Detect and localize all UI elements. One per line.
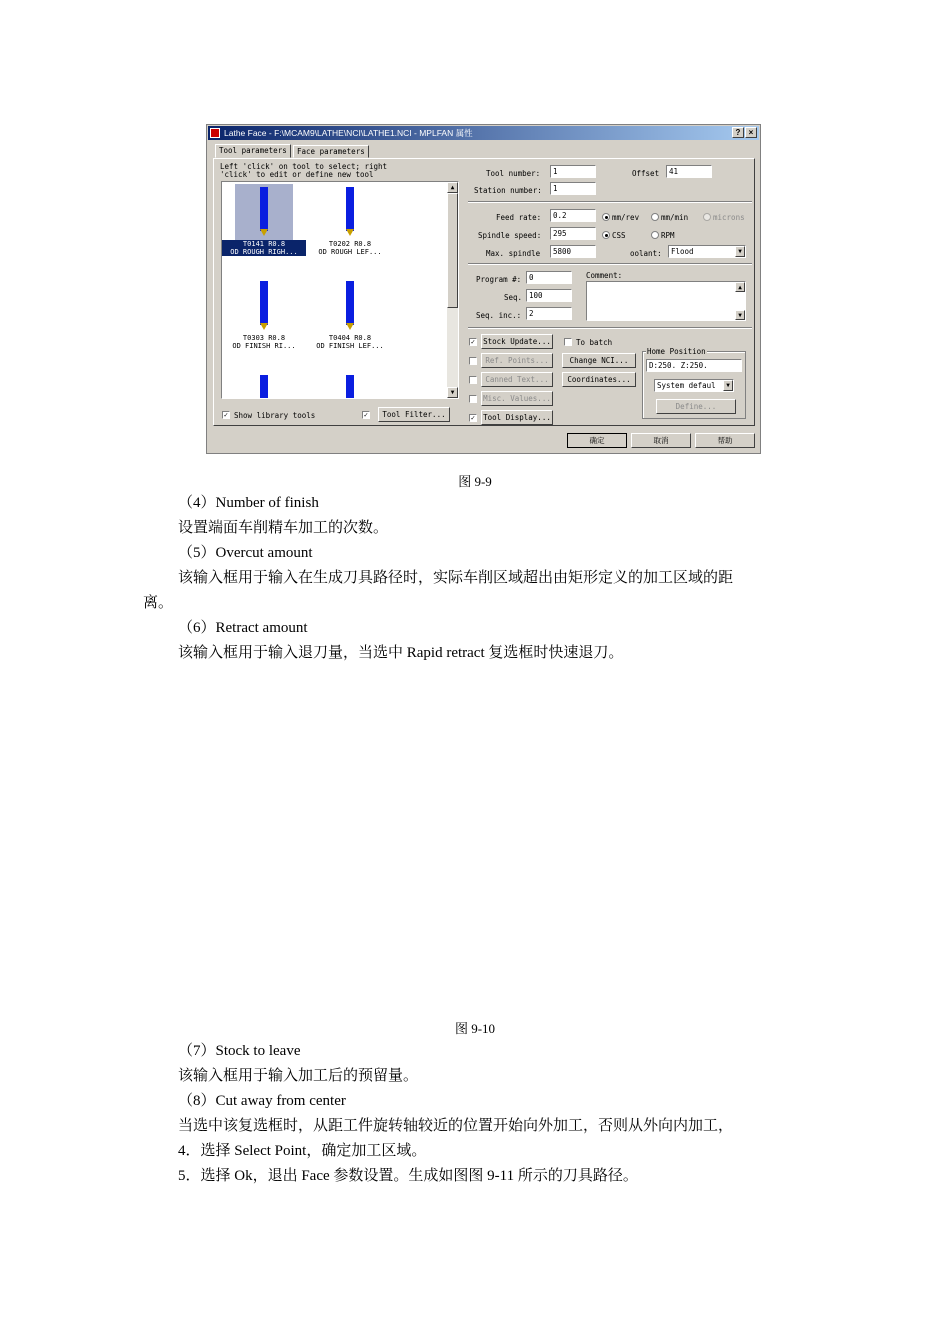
stock-update-button[interactable]: Stock Update... <box>481 334 553 349</box>
paragraph: 该输入框用于输入加工后的预留量。 <box>178 1068 419 1084</box>
figure-caption-9-9: 图 9-9 <box>458 474 492 489</box>
max-spindle-label: Max. spindle <box>486 249 541 258</box>
rpm-radio[interactable] <box>651 231 659 239</box>
home-position-label: Home Position <box>647 347 706 356</box>
scroll-up-icon[interactable]: ▲ <box>447 182 458 193</box>
feed-rate-label: Feed rate: <box>496 213 542 222</box>
tool-item[interactable] <box>308 278 392 350</box>
to-batch-checkbox[interactable] <box>564 338 572 346</box>
tool-item[interactable] <box>222 184 306 256</box>
coolant-label: oolant: <box>630 249 662 258</box>
paragraph: （5）Overcut amount <box>178 545 313 561</box>
ref-points-button[interactable]: Ref. Points... <box>481 353 553 368</box>
seq-inc-input[interactable]: 2 <box>526 307 572 320</box>
lathe-face-dialog <box>206 124 761 454</box>
paragraph: 设置端面车削精车加工的次数。 <box>178 520 389 536</box>
tab-tool-parameters[interactable]: Tool parameters <box>215 144 291 158</box>
feed-mm-rev-radio[interactable] <box>602 213 610 221</box>
tool-id: T0141 R0.8 <box>222 240 306 248</box>
turning-tool-icon <box>321 184 379 240</box>
home-mode-select[interactable] <box>654 379 734 392</box>
seq-inc-label: Seq. inc.: <box>476 311 522 320</box>
tool-parameters-panel <box>213 158 755 426</box>
scroll-down-icon[interactable]: ▼ <box>447 387 458 398</box>
tool-filter-checkbox[interactable]: ✓ <box>363 411 369 419</box>
tool-item-partial[interactable] <box>222 372 306 399</box>
stock-update-checkbox[interactable]: ✓ <box>470 338 476 346</box>
tool-item[interactable] <box>222 278 306 350</box>
tool-desc: OD FINISH LEF... <box>316 342 384 350</box>
feed-microns-radio[interactable] <box>703 213 711 221</box>
tool-desc: OD ROUGH RIGH... <box>222 248 306 256</box>
canned-text-button[interactable]: Canned Text... <box>481 372 553 387</box>
paragraph: 4．选择 Select Point，确定加工区域。 <box>178 1143 427 1159</box>
tool-list[interactable] <box>221 181 459 399</box>
divider <box>468 263 752 265</box>
instruction-line-1: Left 'click' on tool to select; right <box>220 162 388 171</box>
dialog-titlebar <box>208 126 759 140</box>
seq-label: Seq. <box>504 293 523 302</box>
tool-display-button[interactable]: Tool Display... <box>481 410 553 425</box>
app-icon <box>210 128 220 138</box>
figure-caption-9-10: 图 9-10 <box>454 1021 496 1036</box>
seq-input[interactable]: 100 <box>526 289 572 302</box>
help-bottom-button[interactable]: 帮助 <box>695 433 755 448</box>
paragraph: 该输入框用于输入在生成刀具路径时，实际车削区域超出由矩形定义的加工区域的距 <box>178 570 734 586</box>
coolant-select[interactable] <box>668 245 746 258</box>
paragraph: 5．选择 Ok，退出 Face 参数设置。生成如图图 9-11 所示的刀具路径。 <box>178 1168 638 1184</box>
tool-list-scrollbar[interactable] <box>447 182 458 398</box>
station-number-input[interactable]: 1 <box>550 182 596 195</box>
show-library-label: Show library tools <box>234 411 316 420</box>
offset-label: Offset <box>632 169 660 178</box>
tool-item[interactable] <box>308 184 392 256</box>
comment-textarea[interactable] <box>586 281 746 321</box>
paragraph: 该输入框用于输入退刀量，当选中 Rapid retract 复选框时快速退刀。 <box>178 645 624 661</box>
close-button[interactable]: × <box>745 127 757 138</box>
cancel-button[interactable]: 取消 <box>631 433 691 448</box>
tool-desc: OD ROUGH LEF... <box>318 248 382 256</box>
chevron-down-icon: ▼ <box>735 246 745 257</box>
canned-text-checkbox[interactable] <box>469 376 477 384</box>
tool-number-input[interactable]: 1 <box>550 165 596 178</box>
coordinates-button[interactable]: Coordinates... <box>562 372 636 387</box>
max-spindle-input[interactable]: 5800 <box>550 245 596 258</box>
tool-desc: OD FINISH RI... <box>232 342 296 350</box>
feed-rate-input[interactable]: 0.2 <box>550 209 596 222</box>
offset-input[interactable]: 41 <box>666 165 712 178</box>
tool-display-checkbox[interactable]: ✓ <box>470 414 476 422</box>
feed-microns-label: microns <box>713 213 745 222</box>
divider <box>468 327 752 329</box>
turning-tool-icon <box>235 278 293 334</box>
turning-tool-icon <box>235 184 293 240</box>
feed-mm-min-radio[interactable] <box>651 213 659 221</box>
paragraph: 离。 <box>143 595 174 611</box>
spindle-speed-label: Spindle speed: <box>478 231 542 240</box>
comment-label: Comment: <box>586 271 623 280</box>
to-batch-label: To batch <box>576 338 613 347</box>
home-position-value: D:250. Z:250. <box>646 359 742 372</box>
tool-filter-button[interactable]: Tool Filter... <box>378 407 450 422</box>
css-radio[interactable] <box>602 231 610 239</box>
rpm-label: RPM <box>661 231 675 240</box>
dialog-title: Lathe Face - F:\MCAM9\LATHE\NCI\LATHE1.NCI - MPLFAN 属性 <box>224 128 473 138</box>
tool-number-label: Tool number: <box>486 169 541 178</box>
chevron-down-icon: ▼ <box>723 380 733 391</box>
misc-values-checkbox[interactable] <box>469 395 477 403</box>
paragraph: （4）Number of finish <box>178 495 319 511</box>
turning-tool-icon <box>235 372 293 399</box>
tool-id: T0404 R0.8 <box>328 334 372 342</box>
tool-id: T0303 R0.8 <box>242 334 286 342</box>
scroll-up-icon[interactable]: ▲ <box>735 282 745 292</box>
help-button[interactable]: ? <box>732 127 744 138</box>
change-nci-button[interactable]: Change NCI... <box>562 353 636 368</box>
divider <box>468 201 752 203</box>
scroll-down-icon[interactable]: ▼ <box>735 310 745 320</box>
ref-points-checkbox[interactable] <box>469 357 477 365</box>
ok-button[interactable]: 确定 <box>567 433 627 448</box>
scroll-thumb[interactable] <box>447 193 458 308</box>
paragraph: （8）Cut away from center <box>178 1093 346 1109</box>
feed-mm-rev-label: mm/rev <box>612 213 640 222</box>
show-library-checkbox[interactable]: ✓ <box>223 411 229 419</box>
turning-tool-icon <box>321 278 379 334</box>
css-label: CSS <box>612 231 626 240</box>
feed-mm-min-label: mm/min <box>661 213 689 222</box>
paragraph: （7）Stock to leave <box>178 1043 301 1059</box>
misc-values-button[interactable]: Misc. Values... <box>481 391 553 406</box>
home-mode-value: System defaul <box>657 381 716 390</box>
tab-face-parameters[interactable]: Face parameters <box>293 145 369 158</box>
station-number-label: Station number: <box>474 186 542 195</box>
spindle-speed-input[interactable]: 295 <box>550 227 596 240</box>
tool-id: T0202 R0.8 <box>328 240 372 248</box>
program-input[interactable]: 0 <box>526 271 572 284</box>
coolant-value: Flood <box>671 247 694 256</box>
turning-tool-icon <box>321 372 379 399</box>
define-button[interactable]: Define... <box>656 399 736 414</box>
program-label: Program #: <box>476 275 522 284</box>
instruction-line-2: 'click' to edit or define new tool <box>220 170 374 179</box>
paragraph: 当选中该复选框时，从距工件旋转轴较近的位置开始向外加工，否则从外向内加工， <box>178 1118 734 1134</box>
paragraph: （6）Retract amount <box>178 620 308 636</box>
tool-item-partial[interactable] <box>308 372 392 399</box>
